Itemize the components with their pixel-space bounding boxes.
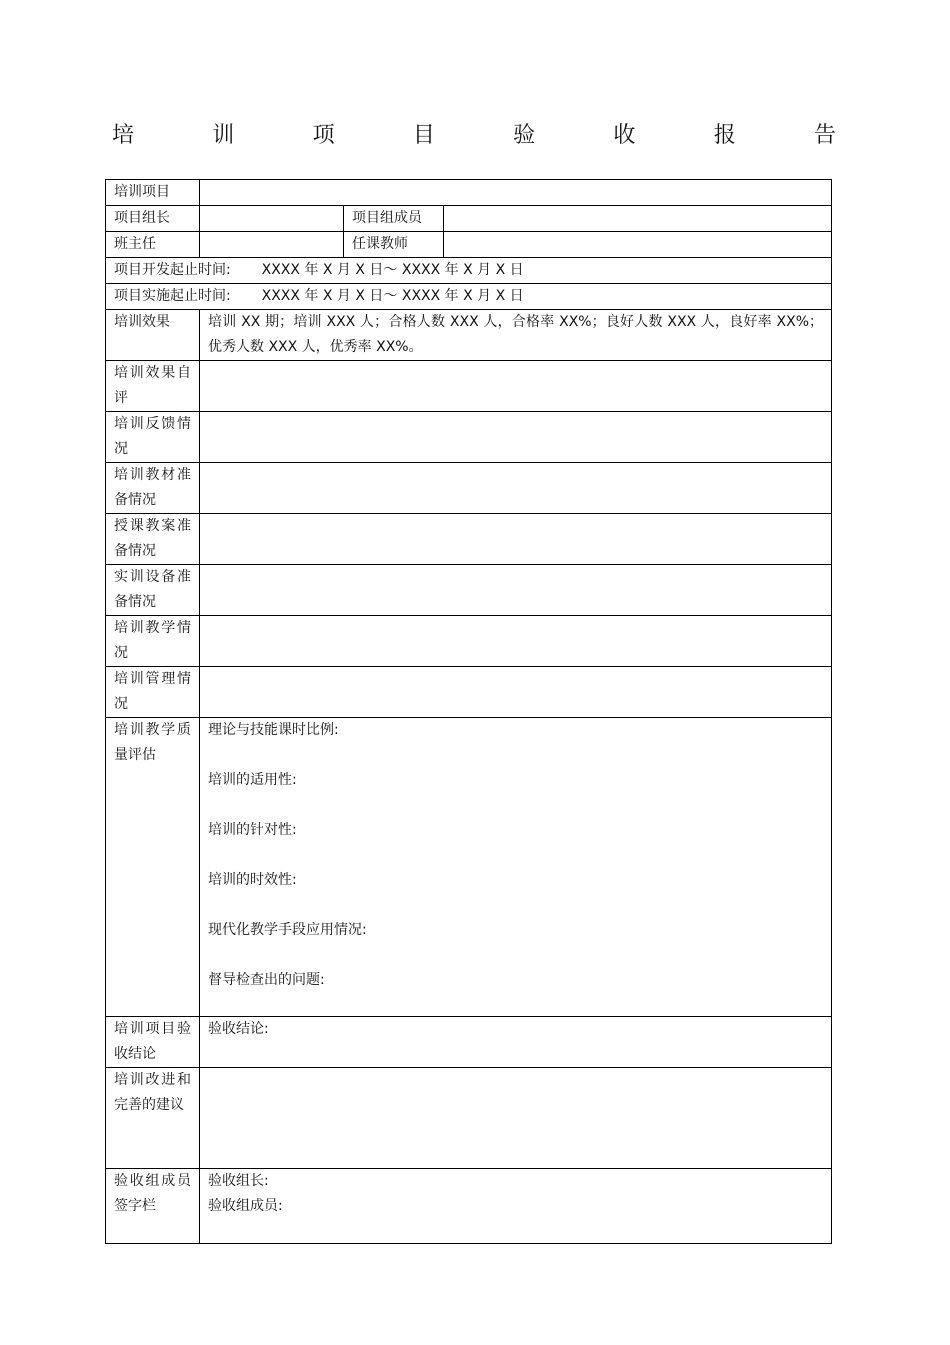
sign-value-cell [200, 1169, 832, 1244]
feedback-label: 培训反馈情况 [106, 412, 200, 463]
quality-label: 培训教学质量评估 [106, 718, 200, 1017]
head-teacher-label: 班主任 [106, 232, 200, 258]
quality-item: 督导检查出的问题: [208, 972, 325, 988]
conclusion-label: 培训项目验收结论 [106, 1017, 200, 1068]
materials-value-cell[interactable] [200, 463, 832, 514]
management-label: 培训管理情况 [106, 667, 200, 718]
effect-text: 培训 XX 期；培训 XXX 人；合格人数 XXX 人，合格率 XX%；良好人数 XXX 人，良好率 XX%；优秀人数 XXX 人，优秀率 XX%。 [200, 310, 832, 361]
title-char: 训 [212, 123, 235, 148]
leader-label: 项目组长 [106, 206, 200, 232]
lesson-plan-value-cell[interactable] [200, 514, 832, 565]
title-char: 收 [613, 123, 636, 148]
members-label: 项目组成员 [344, 206, 444, 232]
title-char: 培 [112, 123, 135, 148]
head-teacher-value-cell[interactable] [200, 232, 344, 258]
sign-members: 验收组成员: [208, 1198, 283, 1214]
title-char: 告 [813, 123, 836, 148]
materials-label: 培训教材准备情况 [106, 463, 200, 514]
teaching-label: 培训教学情况 [106, 616, 200, 667]
quality-item: 理论与技能课时比例: [208, 722, 339, 738]
teacher-value-cell[interactable] [444, 232, 832, 258]
equipment-value-cell[interactable] [200, 565, 832, 616]
quality-value-cell [200, 718, 832, 1017]
management-value-cell[interactable] [200, 667, 832, 718]
sign-label: 验收组成员签字栏 [106, 1169, 200, 1244]
page-title [112, 118, 836, 152]
impl-period-value: XXXX 年 X 月 X 日～ XXXX 年 X 月 X 日 [261, 288, 524, 304]
impl-period-cell [106, 284, 832, 310]
impl-period-label: 项目实施起止时间: [114, 288, 231, 304]
project-value-cell[interactable] [200, 180, 832, 206]
teacher-label: 任课教师 [344, 232, 444, 258]
title-char: 验 [513, 123, 536, 148]
suggestion-value-cell[interactable] [200, 1068, 832, 1169]
quality-item: 现代化教学手段应用情况: [208, 922, 367, 938]
quality-item: 培训的针对性: [208, 822, 297, 838]
quality-item: 培训的时效性: [208, 872, 297, 888]
conclusion-text: 验收结论: [200, 1017, 832, 1068]
sign-leader: 验收组长: [208, 1173, 269, 1189]
feedback-value-cell[interactable] [200, 412, 832, 463]
self-eval-label: 培训效果自评 [106, 361, 200, 412]
project-label: 培训项目 [106, 180, 200, 206]
title-char: 项 [312, 123, 335, 148]
leader-value-cell[interactable] [200, 206, 344, 232]
quality-item: 培训的适用性: [208, 772, 297, 788]
lesson-plan-label: 授课教案准备情况 [106, 514, 200, 565]
title-char: 报 [713, 123, 736, 148]
dev-period-cell [106, 258, 832, 284]
dev-period-value: XXXX 年 X 月 X 日～ XXXX 年 X 月 X 日 [261, 262, 524, 278]
title-char: 目 [412, 123, 435, 148]
teaching-value-cell[interactable] [200, 616, 832, 667]
self-eval-value-cell[interactable] [200, 361, 832, 412]
report-table [105, 179, 832, 1244]
suggestion-label: 培训改进和完善的建议 [106, 1068, 200, 1169]
equipment-label: 实训设备准备情况 [106, 565, 200, 616]
dev-period-label: 项目开发起止时间: [114, 262, 231, 278]
effect-label: 培训效果 [106, 310, 200, 361]
members-value-cell[interactable] [444, 206, 832, 232]
